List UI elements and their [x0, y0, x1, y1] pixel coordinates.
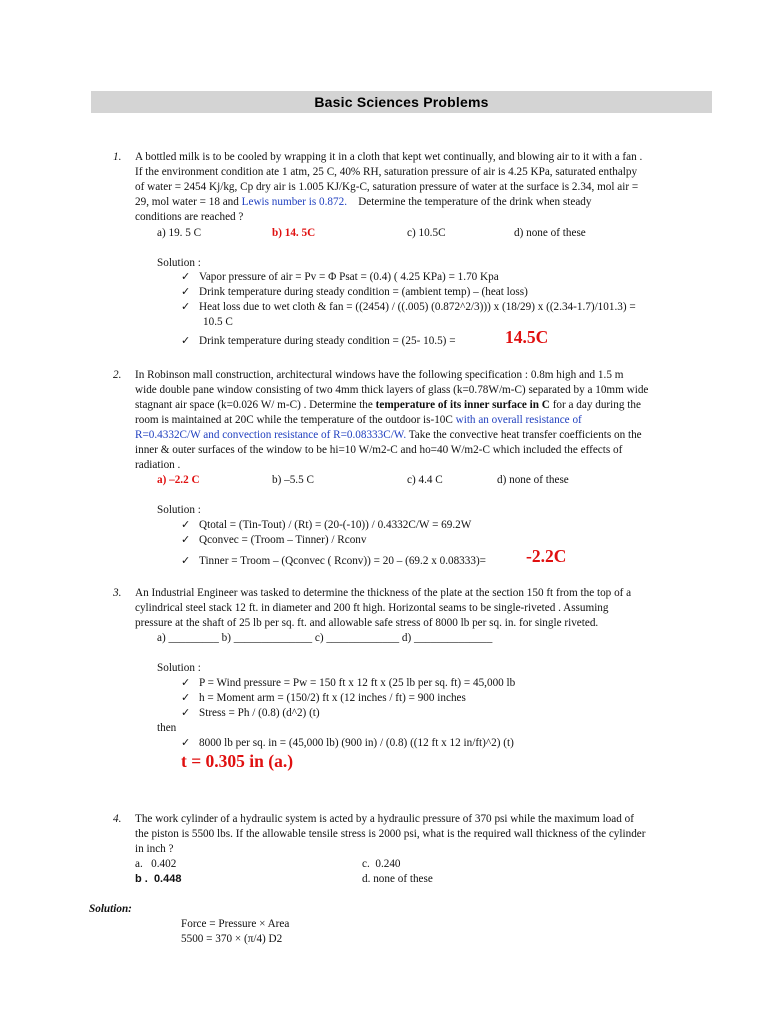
emphasis-text: temperature of its inner surface in C: [375, 399, 550, 411]
solution-label: Solution :: [157, 504, 201, 516]
option-d: d) none of these: [497, 474, 569, 486]
step-continuation: 10.5 C: [203, 316, 233, 328]
equation-line: Force = Pressure × Area: [181, 918, 290, 930]
problem-text: A bottled milk is to be cooled by wrapping it in a cloth that kept wet continually, and blowing air to it with a fan .: [135, 151, 643, 163]
option-d: d. none of these: [362, 873, 433, 885]
problem-text: radiation .: [135, 459, 181, 471]
solution-label: Solution :: [157, 662, 201, 674]
solution-step: [181, 736, 514, 751]
checkmark-icon: ✓: [181, 519, 191, 531]
final-answer: 14.5C: [505, 327, 549, 347]
step-text: Qconvec = (Troom – Tinner) / Rconv: [199, 534, 367, 546]
problem-text: An Industrial Engineer was tasked to determine the thickness of the plate at the section 150 ft from the top of a: [135, 587, 632, 599]
checkmark-icon: ✓: [181, 335, 191, 347]
solution-step: [181, 270, 499, 285]
step-text: Vapor pressure of air = Pv = Φ Psat = (0.4) ( 4.25 KPa) = 1.70 Kpa: [199, 271, 499, 283]
solution-step: [181, 300, 636, 315]
problem-text: in inch ?: [135, 843, 174, 855]
final-answer: t = 0.305 in (a.): [181, 751, 294, 771]
problem-text: [135, 428, 642, 443]
problem-text: pressure at the shaft of 25 lb per sq. ft. and allowable safe stress of 8000 lb per sq. in. for single riveted.: [135, 617, 599, 629]
checkmark-icon: ✓: [181, 534, 191, 546]
page-header: [91, 91, 712, 113]
page-title: Basic Sciences Problems: [314, 94, 489, 110]
option-c: c) 4.4 C: [407, 474, 443, 486]
step-text: h = Moment arm = (150/2) ft x (12 inches / ft) = 900 inches: [199, 692, 466, 704]
problem-text: the piston is 5500 lbs. If the allowable tensile stress is 2000 psi, what is the required wall thickness of the cylinder: [135, 828, 646, 840]
problem-text-part: Take the convective heat transfer coefficients on the: [406, 429, 642, 441]
checkmark-icon: ✓: [181, 692, 191, 704]
then-label: then: [157, 722, 177, 734]
checkmark-icon: ✓: [181, 737, 191, 749]
step-text: Stress = Ph / (0.8) (d^2) (t): [199, 707, 320, 719]
problem-text: [135, 413, 582, 428]
problem-number: 2.: [113, 369, 122, 381]
option-c: c. 0.240: [362, 858, 401, 870]
lewis-number-highlight: Lewis number is 0.872.: [241, 196, 348, 208]
problem-text-part: room is maintained at 20C while the temperature of the outdoor is-10C: [135, 414, 456, 426]
final-answer: -2.2C: [526, 546, 567, 566]
problem-text-part: for a day during the: [549, 399, 641, 411]
option-b-correct: b . 0.448: [135, 873, 182, 885]
checkmark-icon: ✓: [181, 271, 191, 283]
step-text: Tinner = Troom – (Qconvec ( Rconv)) = 20 – (69.2 x 0.08333)=: [199, 555, 486, 567]
option-c: c) 10.5C: [407, 227, 446, 239]
solution-step: [181, 518, 471, 533]
solution-step: [181, 334, 456, 349]
answer-blanks: a) _________ b) ______________ c) _____________ d) ______________: [157, 632, 493, 644]
resistance-highlight: R=0.4332C/W and convection resistance of R=0.08333C/W.: [135, 429, 407, 441]
checkmark-icon: ✓: [181, 707, 191, 719]
problem-text: [135, 398, 641, 413]
problem-text: conditions are reached ?: [135, 211, 244, 223]
checkmark-icon: ✓: [181, 286, 191, 298]
solution-step: [181, 554, 486, 569]
problem-text-part: 29, mol water = 18 and: [135, 196, 242, 208]
step-text: P = Wind pressure = Pw = 150 ft x 12 ft x (25 lb per sq. ft) = 45,000 lb: [199, 677, 516, 689]
problem-text: inner & outer surfaces of the window to be hi=10 W/m2-C and ho=40 W/m2-C which included the effects of: [135, 444, 623, 456]
problem-number: 3.: [113, 587, 122, 599]
checkmark-icon: ✓: [181, 555, 191, 567]
solution-step: [181, 285, 528, 300]
solution-step: [181, 676, 515, 691]
option-b-correct: b) 14. 5C: [272, 227, 316, 239]
resistance-highlight: with an overall resistance of: [455, 414, 582, 426]
problem-text: cylindrical steel stack 12 ft. in diameter and 200 ft high. Horizontal seams to be single-riveted . Assuming: [135, 602, 609, 614]
solution-label: Solution :: [157, 257, 201, 269]
step-text: Heat loss due to wet cloth & fan = ((2454) / ((.005) (0.872^2/3))) x (18/29) x ((2.34-1.7)/101.3) =: [199, 301, 636, 313]
problem-text: The work cylinder of a hydraulic system is acted by a hydraulic pressure of 370 psi while the maximum load of: [135, 813, 634, 825]
solution-step: [181, 533, 367, 548]
solution-step: [181, 706, 320, 721]
option-a: a) 19. 5 C: [157, 227, 202, 239]
checkmark-icon: ✓: [181, 677, 191, 689]
equation-line: 5500 = 370 × (π/4) D2: [181, 933, 283, 945]
solution-label: Solution:: [89, 903, 132, 915]
problem-text: If the environment condition ate 1 atm, 25 C, 40% RH, saturation pressure of air is 4.25 KPa, saturated enthalpy: [135, 166, 638, 178]
problem-number: 4.: [113, 813, 122, 825]
step-text: Drink temperature during steady condition = (ambient temp) – (heat loss): [199, 286, 528, 298]
option-a-correct: a) –2.2 C: [157, 474, 200, 486]
problem-text-part: stagnant air space (k=0.026 W/ m-C) . Determine the: [135, 399, 376, 411]
option-b: b) –5.5 C: [272, 474, 314, 486]
option-d: d) none of these: [514, 227, 586, 239]
problem-text: [135, 195, 592, 210]
option-a: a. 0.402: [135, 858, 177, 870]
checkmark-icon: ✓: [181, 301, 191, 313]
problem-text: of water = 2454 Kj/kg, Cp dry air is 1.005 KJ/Kg-C, saturation pressure of water at the surface is 2.34, mol air =: [135, 181, 639, 193]
problem-text: In Robinson mall construction, architectural windows have the following specification : 0.8m high and 1.5 m: [135, 369, 624, 381]
step-text: Qtotal = (Tin-Tout) / (Rt) = (20-(-10)) / 0.4332C/W = 69.2W: [199, 519, 472, 531]
problem-text-part: Determine the temperature of the drink when steady: [347, 196, 592, 208]
step-text: Drink temperature during steady condition = (25- 10.5) =: [199, 335, 456, 347]
solution-step: [181, 691, 466, 706]
step-text: 8000 lb per sq. in = (45,000 lb) (900 in) / (0.8) ((12 ft x 12 in/ft)^2) (t): [199, 737, 514, 749]
problem-number: 1.: [113, 151, 122, 163]
problem-text: wide double pane window consisting of two 4mm thick layers of glass (k=0.78W/m-C) separated by a 10mm wide: [135, 384, 649, 396]
